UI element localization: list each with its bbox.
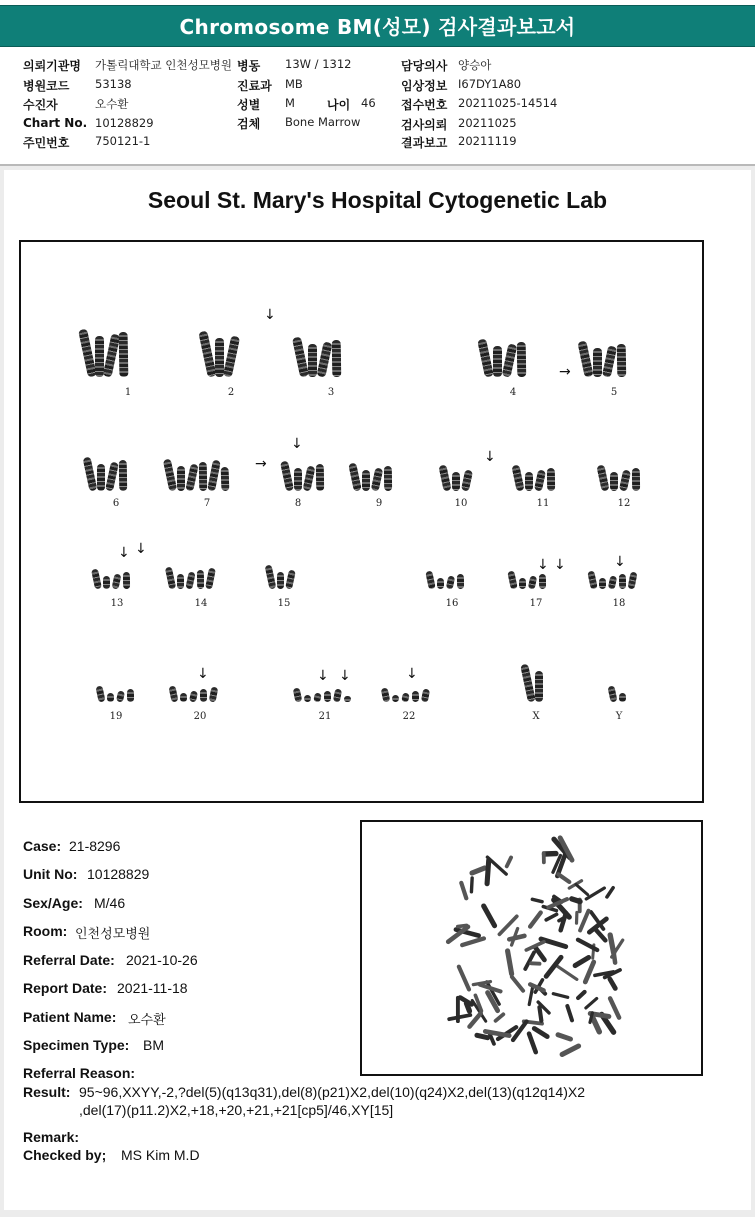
metaphase-chromosome <box>580 911 588 931</box>
arrow-right-icon: → <box>255 456 267 472</box>
metaphase-chromosome <box>530 913 541 927</box>
reception-value: 20211025-14514 <box>458 96 558 110</box>
chromosome <box>97 464 105 491</box>
chromosome <box>461 469 473 491</box>
age-label: 나이 <box>327 98 351 112</box>
metaphase-image <box>360 820 703 1076</box>
metaphase-chromosome <box>585 962 593 982</box>
chromosome <box>520 664 536 703</box>
metaphase-chromosome <box>449 1015 470 1019</box>
remark-label: Remark: <box>23 1129 80 1145</box>
sexage-label: Sex/Age: <box>23 895 83 911</box>
metaphase-chromosome <box>507 857 511 866</box>
arrow-down-icon: ↓ <box>197 666 209 682</box>
chromosome <box>525 472 533 491</box>
patient-label: 수진자 <box>23 98 58 112</box>
metaphase-chromosome <box>596 930 605 940</box>
metaphase-chromosome <box>508 951 512 974</box>
unit-label: Unit No: <box>23 866 78 882</box>
clinical-label: 임상정보 <box>401 79 448 93</box>
doctor-label: 담당의사 <box>401 59 448 73</box>
chromosome <box>197 570 204 589</box>
karyogram <box>19 240 704 803</box>
arrow-right-icon: → <box>559 364 571 380</box>
chromosome <box>384 466 392 491</box>
metaphase-chromosome <box>535 947 544 960</box>
metaphase-chromosome <box>462 938 484 945</box>
metaphase-chromosome <box>586 888 604 899</box>
chromosome <box>619 469 631 491</box>
chromosome <box>316 341 332 377</box>
metaphase-chromosome <box>460 997 472 1004</box>
chromosome <box>165 567 176 590</box>
chromosome <box>519 578 526 589</box>
metaphase-chromosome <box>509 936 524 939</box>
chromosome-label-14: 14 <box>194 598 208 609</box>
chromosome <box>293 687 303 702</box>
chromosome-label-9: 9 <box>375 498 383 509</box>
chromosome <box>599 578 606 589</box>
chromosome-label-Y: Y <box>615 711 623 722</box>
metaphase-chromosome <box>471 878 472 892</box>
metaphase-chromosome <box>472 868 485 873</box>
chromosome-pair-10 <box>441 465 471 491</box>
chromosome <box>105 461 119 491</box>
chromosome <box>477 338 494 377</box>
page-title: Chromosome BM(성모) 검사결과보고서 <box>179 15 576 39</box>
chromosome-pair-8 <box>283 461 324 491</box>
chromosome <box>392 695 399 702</box>
chromosome <box>180 693 187 702</box>
chromosome-pair-15 <box>267 565 294 589</box>
chromosome <box>619 693 626 702</box>
age-value: 46 <box>361 96 376 110</box>
code-label: 병원코드 <box>23 79 70 93</box>
chromosome-label-19: 19 <box>109 711 123 722</box>
chromosome <box>596 464 609 491</box>
chromosome <box>517 342 527 377</box>
chromosome-label-12: 12 <box>617 498 631 509</box>
report-value: 20211119 <box>458 134 517 148</box>
chromosome <box>163 459 177 492</box>
chromosome <box>344 696 351 702</box>
chromosome <box>265 565 277 590</box>
ward-label: 병동 <box>237 59 261 73</box>
metaphase-chromosome <box>586 998 597 1007</box>
specimen-type-label: Specimen Type: <box>23 1037 130 1053</box>
chromosome <box>627 571 637 589</box>
chromosome <box>617 344 627 377</box>
patient-value: 오수환 <box>95 97 129 111</box>
chromosome <box>632 468 640 491</box>
hospital-value: 가톨릭대학교 인천성모병원 <box>95 58 232 72</box>
chromosome <box>421 688 430 702</box>
ward-value: 13W / 1312 <box>285 57 352 71</box>
chromosome <box>381 687 391 702</box>
chromosome <box>185 571 195 589</box>
chromosome <box>103 334 121 378</box>
chromosome-pair-20 <box>170 686 217 702</box>
chromosome-label-3: 3 <box>327 387 335 398</box>
chromosome <box>457 574 464 589</box>
chromosome <box>535 671 543 702</box>
chromosome <box>502 343 518 377</box>
chromosome <box>198 331 216 378</box>
chromosome <box>577 340 593 377</box>
chromosome-pair-4 <box>481 339 526 377</box>
metaphase-chromosome <box>539 1007 541 1021</box>
chromosome <box>285 569 296 589</box>
chromosome <box>608 575 618 589</box>
metaphase-chromosome <box>499 916 516 934</box>
arrow-down-icon: ↓ <box>317 668 329 684</box>
chromosome-label-2: 2 <box>227 387 235 398</box>
chromosome <box>119 332 129 377</box>
chromosome <box>511 464 524 491</box>
chromosome-pair-21 <box>294 688 351 702</box>
metaphase-chromosome <box>607 888 613 897</box>
chromosome <box>446 575 456 589</box>
metaphase-chromosome <box>558 874 569 882</box>
chromosome <box>425 570 436 589</box>
chromosome-pair-17 <box>509 571 546 589</box>
metaphase-chromosome <box>477 1035 488 1037</box>
metaphase-chromosome <box>610 998 619 1017</box>
chromosome-pair-16 <box>427 571 464 589</box>
chromosome-label-7: 7 <box>203 498 211 509</box>
arrow-down-icon: ↓ <box>339 668 351 684</box>
chromosome-pair-3 <box>296 337 341 377</box>
chromosome <box>534 469 546 491</box>
arrow-down-icon: ↓ <box>118 545 130 561</box>
referral-date-label: Referral Date: <box>23 952 115 968</box>
chromosome <box>412 691 419 702</box>
arrow-down-icon: ↓ <box>484 449 496 465</box>
chromosome <box>119 460 128 491</box>
metaphase-chromosome <box>575 957 588 965</box>
chromosome <box>189 690 198 702</box>
header-divider <box>0 164 755 166</box>
unit-value: 10128829 <box>87 866 150 882</box>
metaphase-spread-image <box>362 822 701 1074</box>
metaphase-chromosome <box>572 899 580 902</box>
chromosome-label-5: 5 <box>610 387 618 398</box>
chromosome <box>127 689 134 702</box>
result-label: Result: <box>23 1084 71 1100</box>
chromosome-label-10: 10 <box>454 498 468 509</box>
report-date-value: 2021-11-18 <box>117 980 188 996</box>
chromosome-pair-2 <box>203 331 236 377</box>
metaphase-chromosome <box>529 1034 536 1052</box>
metaphase-chromosome <box>525 952 534 969</box>
request-label: 검사의뢰 <box>401 118 448 132</box>
metaphase-chromosome <box>532 899 542 901</box>
chromosome <box>437 578 444 589</box>
chromosome <box>313 692 322 702</box>
chromosome <box>103 576 110 589</box>
chromosome <box>292 337 309 378</box>
chromosome <box>304 695 311 702</box>
metaphase-chromosome <box>558 1035 571 1039</box>
chromosome <box>123 572 130 589</box>
chromosome <box>587 570 598 589</box>
chromosome-pair-Y <box>609 686 626 702</box>
chromosome-pair-6 <box>86 457 127 491</box>
sex-value: M <box>285 96 295 110</box>
metaphase-chromosome <box>610 935 613 953</box>
code-value: 53138 <box>95 77 132 91</box>
chromosome-label-21: 21 <box>318 711 332 722</box>
metaphase-chromosome <box>461 883 466 898</box>
karyotype-report <box>4 170 751 1210</box>
chromosome-pair-13 <box>93 569 130 589</box>
arrow-down-icon: ↓ <box>537 557 549 573</box>
lab-title: Seoul St. Mary's Hospital Cytogenetic Lab <box>147 187 608 213</box>
chart-label: Chart No. <box>23 116 88 130</box>
chromosome-label-4: 4 <box>509 387 517 398</box>
request-value: 20211025 <box>458 116 517 130</box>
chromosome <box>83 457 98 492</box>
metaphase-chromosome <box>546 914 556 920</box>
chromosome <box>308 344 317 377</box>
arrow-down-icon: ↓ <box>135 541 147 557</box>
chromosome <box>507 570 518 589</box>
sexage-value: M/46 <box>94 895 126 911</box>
case-label: Case: <box>23 838 62 854</box>
chromosome <box>177 574 184 589</box>
chromosome <box>324 691 331 702</box>
metaphase-chromosome <box>487 860 489 884</box>
room-value: 인천성모병원 <box>75 926 151 941</box>
result-line-2: ,del(17)(p11.2)X2,+18,+20,+21,+21[cp5]/46,XY[15] <box>79 1102 394 1118</box>
chromosome <box>493 346 502 377</box>
hospital-label: 의뢰기관명 <box>23 59 81 73</box>
room-label: Room: <box>23 923 68 939</box>
chromosome <box>547 468 555 491</box>
checked-label: Checked by; <box>23 1147 107 1163</box>
chromosome <box>593 348 602 377</box>
specimen-value: Bone Marrow <box>285 115 361 129</box>
chromosome-pair-18 <box>589 571 636 589</box>
chromosome-pair-X <box>524 664 543 702</box>
dept-label: 진료과 <box>237 79 272 93</box>
arrow-down-icon: ↓ <box>291 436 303 452</box>
metaphase-chromosome <box>557 966 577 980</box>
report-header <box>0 0 755 165</box>
chromosome-pair-14 <box>167 567 214 589</box>
chromosome <box>610 472 618 491</box>
chromosome-pair-19 <box>97 686 134 702</box>
chromosome-label-1: 1 <box>124 387 132 398</box>
chromosome <box>112 573 122 589</box>
chromosome <box>221 467 230 491</box>
metaphase-chromosome <box>553 994 567 998</box>
chromosome <box>209 686 219 702</box>
case-value: 21-8296 <box>69 838 121 854</box>
metaphase-chromosome <box>484 906 495 926</box>
chromosome <box>332 340 342 377</box>
chromosome <box>185 463 198 491</box>
chromosome-label-11: 11 <box>536 498 550 509</box>
metaphase-chromosome <box>512 977 523 991</box>
chromosome-pair-12 <box>599 465 640 491</box>
chromosome <box>528 575 538 589</box>
title-bar <box>0 5 755 47</box>
chromosome-label-8: 8 <box>294 498 302 509</box>
report-date-label: Report Date: <box>23 980 108 996</box>
dept-value: MB <box>285 77 303 91</box>
metaphase-chromosome <box>567 1006 572 1020</box>
chromosome-pair-1 <box>83 329 128 377</box>
metaphase-chromosome <box>534 1028 547 1036</box>
chromosome <box>362 470 370 491</box>
chromosome <box>619 574 626 589</box>
metaphase-chromosome <box>496 1014 504 1020</box>
referral-date-value: 2021-10-26 <box>126 952 198 968</box>
chromosome <box>91 568 102 589</box>
doctor-value: 양승아 <box>458 58 492 72</box>
sex-label: 성별 <box>237 98 261 112</box>
chromosome-label-20: 20 <box>193 711 207 722</box>
chromosome-label-13: 13 <box>110 598 124 609</box>
chromosome-label-18: 18 <box>612 598 626 609</box>
chromosome-label-16: 16 <box>445 598 459 609</box>
chromosome <box>401 692 410 702</box>
chromosome-label-22: 22 <box>402 711 416 722</box>
chromosome-label-X: X <box>532 711 540 722</box>
chart-value: 10128829 <box>95 116 154 130</box>
chromosome <box>107 693 114 702</box>
chromosome <box>277 572 284 589</box>
arrow-down-icon: ↓ <box>614 554 626 570</box>
chromosome <box>200 689 207 702</box>
chromosome-pair-11 <box>514 465 555 491</box>
arrow-down-icon: ↓ <box>264 307 276 323</box>
chromosome <box>371 467 384 491</box>
chromosome <box>348 462 362 491</box>
chromosome-pair-5 <box>581 341 626 377</box>
chromosome <box>452 472 460 491</box>
chromosome <box>116 690 125 702</box>
chromosome <box>316 464 324 491</box>
metaphase-chromosome <box>610 979 615 988</box>
metaphase-chromosome <box>513 1021 526 1040</box>
metaphase-chromosome <box>576 884 588 894</box>
chromosome <box>602 345 617 377</box>
clinical-value: I67DY1A80 <box>458 77 522 91</box>
chromosome-pair-9 <box>351 463 392 491</box>
arrow-down-icon: ↓ <box>554 557 566 573</box>
chromosome <box>294 468 302 491</box>
chromosome <box>302 465 315 491</box>
chromosome-label-17: 17 <box>529 598 543 609</box>
metaphase-chromosome <box>459 967 469 990</box>
referral-reason-label: Referral Reason: <box>23 1065 136 1081</box>
specimen-type-value: BM <box>143 1037 164 1053</box>
specimen-label: 검체 <box>237 117 261 131</box>
chromosome <box>168 685 178 702</box>
metaphase-chromosome <box>562 1046 578 1054</box>
patient-name-label: Patient Name: <box>23 1009 117 1025</box>
chromosome <box>438 464 451 491</box>
chromosome <box>539 574 546 589</box>
chromosome <box>333 688 342 702</box>
checked-value: MS Kim M.D <box>121 1147 200 1163</box>
chromosome-label-15: 15 <box>277 598 291 609</box>
chromosome-label-6: 6 <box>112 498 120 509</box>
result-line-1: 95~96,XXYY,-2,?del(5)(q13q31),del(8)(p21)X2,del(10)(q24)X2,del(13)(q12q14)X2 <box>79 1084 586 1100</box>
chromosome <box>223 336 240 378</box>
ssn-value: 750121-1 <box>95 134 151 148</box>
chromosome <box>280 460 294 491</box>
ssn-label: 주민번호 <box>23 136 70 150</box>
chromosome-pair-22 <box>382 688 429 702</box>
patient-name-value: 오수환 <box>128 1012 166 1027</box>
arrow-down-icon: ↓ <box>406 666 418 682</box>
chromosome-pair-7 <box>166 459 229 491</box>
metaphase-chromosome <box>593 1018 600 1032</box>
chromosome <box>607 685 617 702</box>
metaphase-chromosome <box>578 992 585 998</box>
chromosome <box>199 462 208 491</box>
report-label: 결과보고 <box>401 136 448 150</box>
chromosome <box>205 568 216 590</box>
metaphase-chromosome <box>529 986 533 1004</box>
reception-label: 접수번호 <box>401 98 448 112</box>
chromosome <box>95 685 105 702</box>
chromosome <box>207 460 221 492</box>
chromosome <box>177 466 185 491</box>
